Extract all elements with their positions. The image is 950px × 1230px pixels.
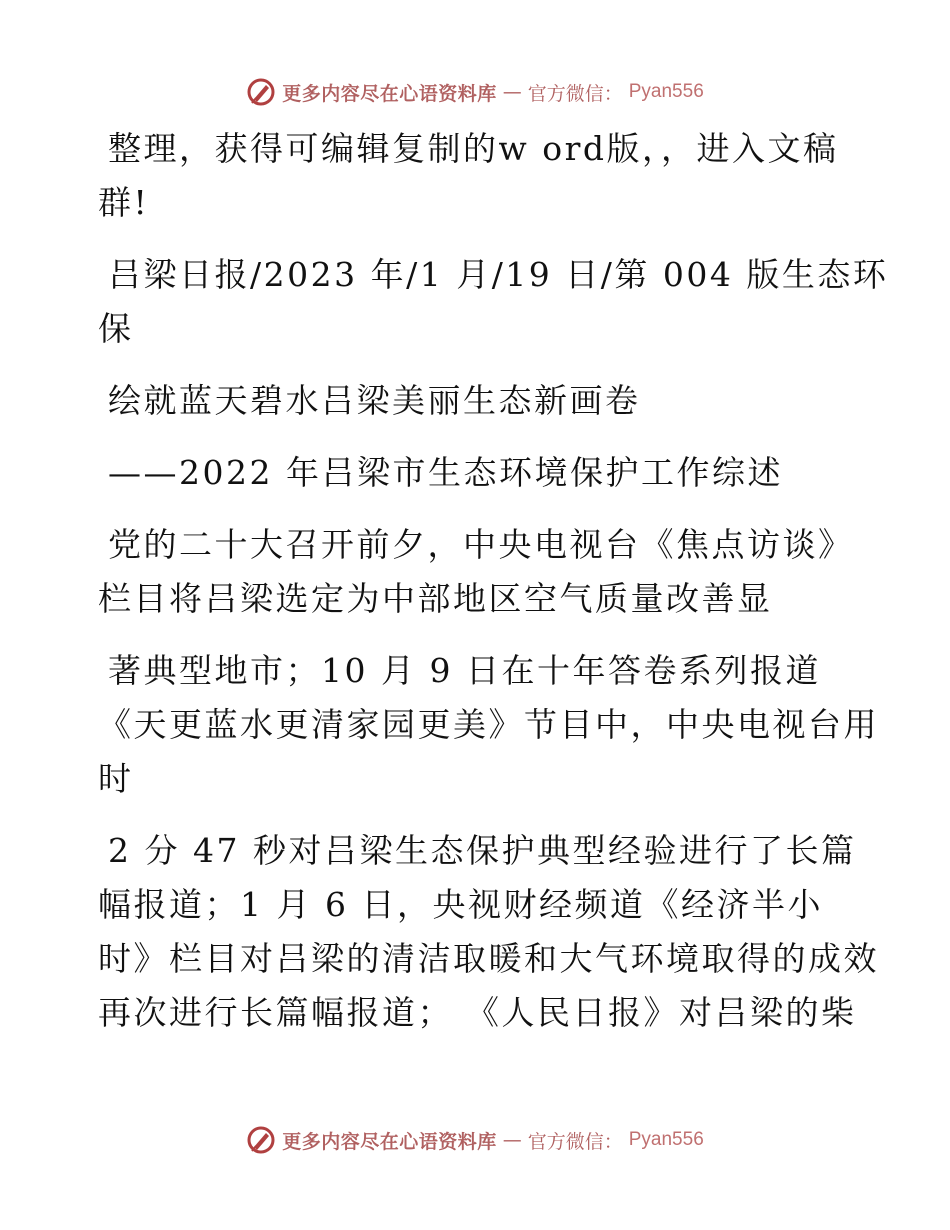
header-banner-separator: —	[502, 81, 522, 103]
body-line: 著典型地市；10 月 9 日在十年答卷系列报道	[108, 651, 821, 690]
header-banner-text: 更多内容尽在心语资料库	[282, 82, 497, 105]
body-line: 栏目将吕梁选定为中部地区空气质量改善显	[98, 579, 773, 618]
footer-banner-separator: —	[502, 1129, 522, 1151]
body-line: 《天更蓝水更清家园更美》节目中，中央电视台用	[98, 705, 879, 744]
document-body	[98, 122, 889, 1040]
body-line: 时	[98, 759, 134, 798]
body-line: 再次进行长篇幅报道； 《人民日报》对吕梁的柴	[98, 993, 857, 1032]
body-line: 党的二十大召开前夕，中央电视台《焦点访谈》	[108, 525, 854, 564]
footer-banner-id: Pyan556	[628, 1129, 704, 1150]
body-line: 保	[98, 309, 134, 348]
body-line: 整理，获得可编辑复制的w ord版，，进入文稿	[108, 129, 839, 168]
footer-banner-text: 更多内容尽在心语资料库	[282, 1130, 497, 1153]
body-line: 幅报道；1 月 6 日，央视财经频道《经济半小	[98, 885, 823, 924]
pen-logo-icon	[246, 77, 276, 107]
body-line: 吕梁日报/2023 年/1 月/19 日/第 004 版生态环	[108, 255, 889, 294]
pen-logo-icon	[246, 1125, 276, 1155]
header-banner	[0, 72, 950, 112]
document-subtitle: ——2022 年吕梁市生态环境保护工作综述	[108, 453, 783, 492]
body-line: 群!	[98, 183, 150, 222]
body-line: 2 分 47 秒对吕梁生态保护典型经验进行了长篇	[108, 831, 857, 870]
header-banner-id: Pyan556	[628, 81, 704, 102]
footer-banner-label: 官方微信：	[527, 1130, 623, 1153]
body-line: 时》栏目对吕梁的清洁取暖和大气环境取得的成效	[98, 939, 879, 978]
header-banner-label: 官方微信：	[527, 82, 623, 105]
document-title: 绘就蓝天碧水吕梁美丽生态新画卷	[108, 381, 641, 420]
footer-banner	[0, 1120, 950, 1160]
